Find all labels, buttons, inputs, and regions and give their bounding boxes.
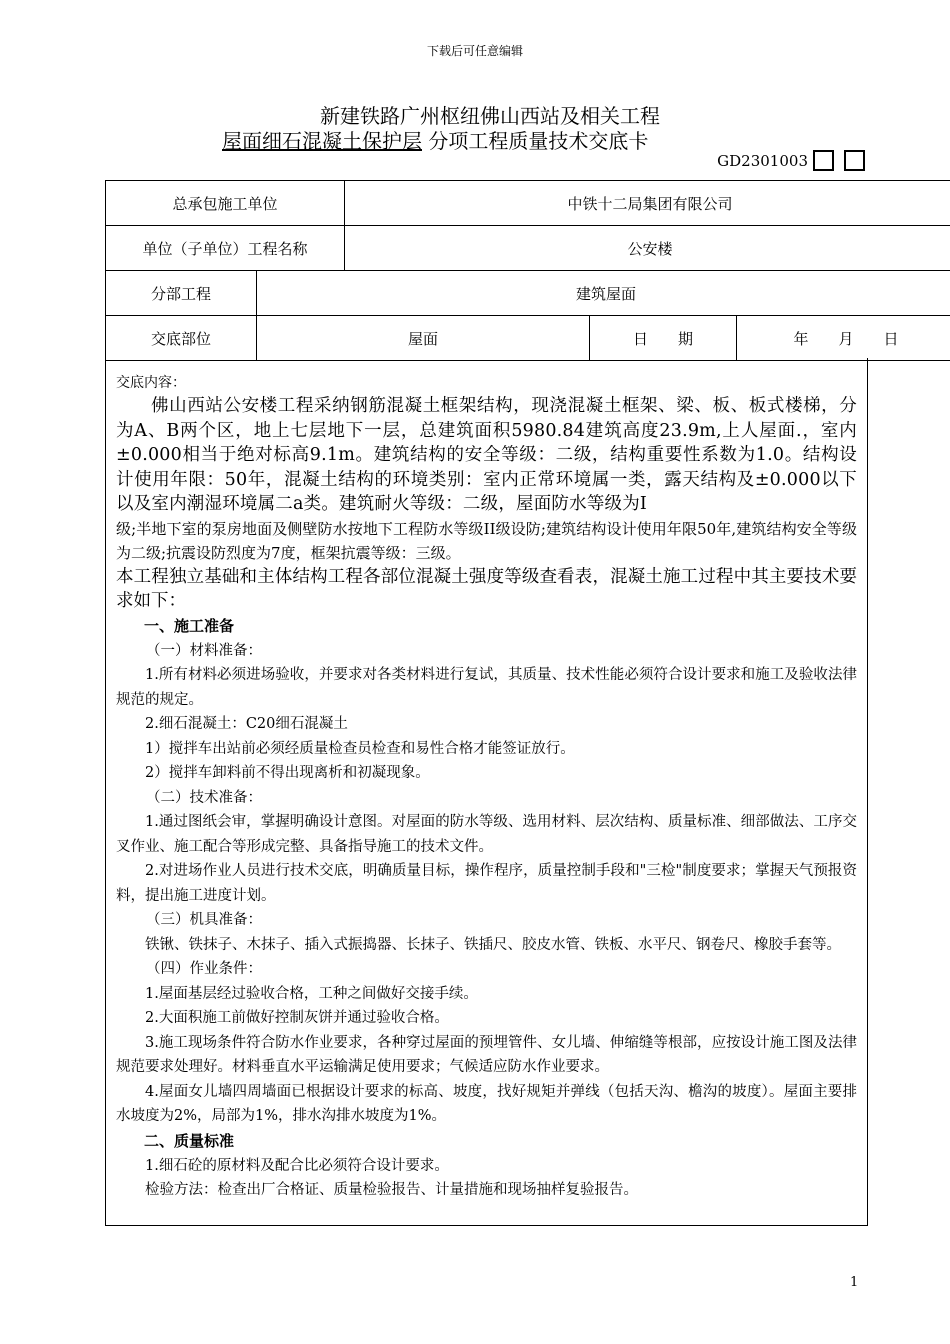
- paragraph: 1.细石砼的原材料及配合比必须符合设计要求。: [145, 1157, 449, 1174]
- table-row: [106, 271, 950, 316]
- cell-location-value: 屋面: [257, 316, 590, 361]
- paragraph: 2.大面积施工前做好控制灰饼并通过验收合格。: [145, 1010, 449, 1026]
- document-code-row: [717, 150, 865, 171]
- subsection-heading: （一）材料准备：: [146, 642, 262, 659]
- paragraph: 1.通过图纸会审，掌握明确设计意图。对屋面的防水等级、选用材料、层次结构、质量标准、细部做法、工序交叉作业、施工配合等形成完整、具备指导施工的技术文件。: [116, 814, 857, 855]
- section-heading: 一、施工准备: [144, 616, 235, 635]
- header-note: 下载后可任意编辑: [426, 44, 523, 58]
- subsection-heading: （四）作业条件：: [146, 961, 262, 977]
- info-table: [105, 180, 950, 361]
- cell-contractor-value: 中铁十二局集团有限公司: [345, 181, 950, 226]
- intro-paragraph-c: 本工程独立基础和主体结构工程各部位混凝土强度等级查看表，混凝土施工过程中其主要技术要求如下：: [116, 566, 857, 611]
- paragraph: 4.屋面女儿墙四周墙面已根据设计要求的标高、坡度，找好规矩并弹线（包括天沟、檐沟的坡度）。屋面主要排水坡度为2%，局部为1%，排水沟排水坡度为1%。: [116, 1083, 857, 1124]
- paragraph: 铁锹、铁抹子、木抹子、插入式振捣器、长抹子、铁插尺、胶皮水管、铁板、水平尺、钢卷尺、橡胶手套等。: [145, 936, 841, 953]
- paragraph: 1.屋面基层经过验收合格，工种之间做好交接手续。: [145, 985, 478, 1002]
- paragraph: 1.所有材料必须进场验收，并要求对各类材料进行复试，其质量、技术性能必须符合设计要求和施工及验收法律规范的规定。: [116, 667, 857, 708]
- cell-location-label: 交底部位: [106, 316, 257, 361]
- subtitle-suffix: 分项工程质量技术交底卡: [428, 129, 649, 153]
- section-heading: 二、质量标准: [144, 1131, 235, 1150]
- cell-division-value: 建筑屋面: [257, 271, 950, 316]
- document-title: 新建铁路广州枢纽佛山西站及相关工程: [320, 104, 660, 128]
- code-checkbox-2[interactable]: [844, 150, 865, 171]
- cell-date-value: 年 月 日: [737, 316, 950, 361]
- paragraph: 2.对进场作业人员进行技术交底，明确质量目标，操作程序，质量控制手段和"三检"制度要求；掌握天气预报资料，提出施工进度计划。: [116, 863, 857, 904]
- paragraph: 检验方法：检查出厂合格证、质量检验报告、计量措施和现场抽样复验报告。: [145, 1182, 638, 1198]
- content-label: 交底内容：: [116, 375, 186, 391]
- paragraph: 2.细石混凝土：C20细石混凝土: [145, 716, 348, 732]
- table-row: [106, 181, 950, 226]
- page-number: 1: [850, 1275, 859, 1290]
- paragraph: 3.施工现场条件符合防水作业要求，各种穿过屋面的预埋管件、女儿墙、伸缩缝等根部，应按设计施工图及法律规范要求处理好。材料垂直水平运输满足使用要求；气候适应防水作业要求。: [116, 1034, 857, 1075]
- paragraph: 1）搅拌车出站前必须经质量检查员检查和易性合格才能签证放行。: [145, 740, 575, 757]
- cell-project-label: 单位（子单位）工程名称: [106, 226, 345, 271]
- document-subtitle: [222, 125, 648, 154]
- cell-date-label: 日 期: [590, 316, 737, 361]
- cell-contractor-label: 总承包施工单位: [106, 181, 345, 226]
- cell-division-label: 分部工程: [106, 271, 257, 316]
- code-checkbox-1[interactable]: [813, 150, 834, 171]
- subtitle-subject: 屋面细石混凝土保护层: [222, 129, 422, 153]
- subsection-heading: （三）机具准备：: [146, 912, 262, 928]
- cell-project-value: 公安楼: [345, 226, 950, 271]
- intro-paragraph-a: 佛山西站公安楼工程采纳钢筋混凝土框架结构，现浇混凝土框架、梁、板、板式楼梯，分为A、B两个区，地上七层地下一层，总建筑面积5980.84建筑高度23.9m,上人屋面.，室内±0.000相当于绝对标高9.1m。建筑结构的安全等级：二级，结构重要性系数为1.0。结构设计使用年限：50年，混凝土结构的环境类别：室内正常环境属一类，露天结构及±0.000以下以及室内潮湿环境属二a类。建筑耐火等级：二级，屋面防水等级为Ⅰ: [116, 396, 857, 514]
- document-code: GD2301003: [717, 151, 808, 170]
- table-row: [106, 226, 950, 271]
- table-row: [106, 316, 950, 361]
- paragraph: 2）搅拌车卸料前不得出现离析和初凝现象。: [145, 765, 430, 781]
- content-section: [105, 358, 868, 1226]
- intro-paragraph-b: 级;半地下室的泵房地面及侧壁防水按地下工程防水等级II级设防;建筑结构设计使用年限50年,建筑结构安全等级为二级;抗震设防烈度为7度，框架抗震等级：三级。: [116, 519, 857, 562]
- subsection-heading: （二）技术准备：: [146, 789, 262, 806]
